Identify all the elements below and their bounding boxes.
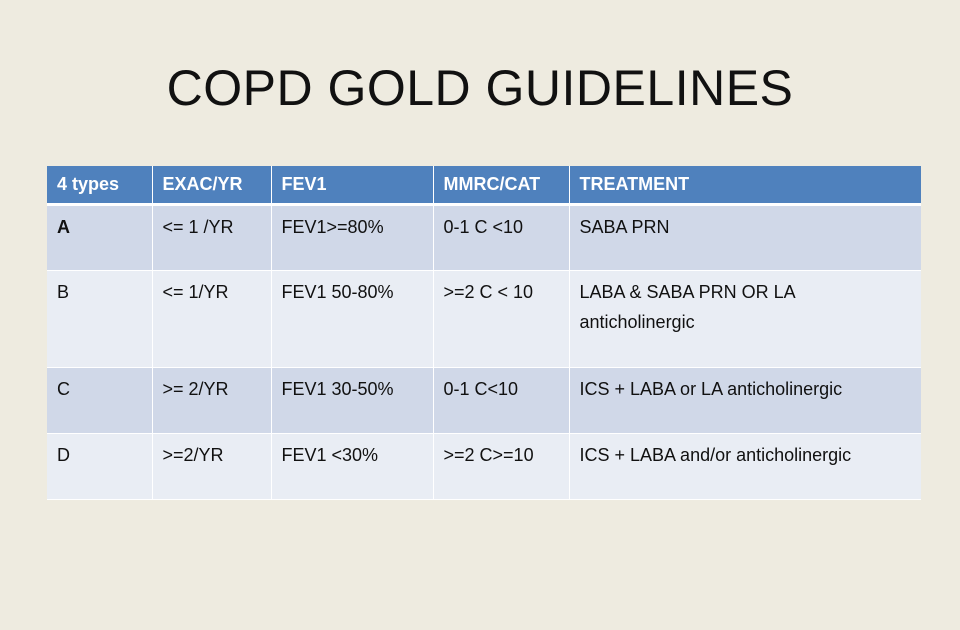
header-mmrc-cat: MMRC/CAT [433,166,569,204]
cell-exac: >= 2/YR [152,367,271,433]
cell-fev1: FEV1 30-50% [271,367,433,433]
table-header-row [47,166,921,204]
header-types: 4 types [57,174,120,194]
cell-mmrc-cat: 0-1 C<10 [433,367,569,433]
table-row [47,367,921,433]
cell-fev1: FEV1 50-80% [271,270,433,367]
table-row [47,433,921,499]
cell-exac: <= 1/YR [152,270,271,367]
cell-fev1: FEV1 <30% [271,433,433,499]
cell-exac: >=2/YR [152,433,271,499]
cell-type: D [57,444,70,465]
header-fev1: FEV1 [271,166,433,204]
cell-type: C [57,378,70,399]
cell-type: A [57,216,70,237]
gold-guidelines-table [47,166,921,500]
slide-title: COPD GOLD GUIDELINES [166,60,794,116]
cell-treatment: SABA PRN [569,204,921,270]
cell-treatment: ICS + LABA or LA anticholinergic [569,367,921,433]
cell-fev1: FEV1>=80% [271,204,433,270]
header-exac: EXAC/YR [152,166,271,204]
cell-treatment: LABA & SABA PRN OR LA anticholinergic [569,270,921,367]
cell-mmrc-cat: >=2 C < 10 [433,270,569,367]
cell-mmrc-cat: 0-1 C <10 [433,204,569,270]
cell-treatment: ICS + LABA and/or anticholinergic [569,433,921,499]
header-treatment: TREATMENT [569,166,921,204]
table-row [47,204,921,270]
cell-exac: <= 1 /YR [152,204,271,270]
table-row [47,270,921,367]
cell-mmrc-cat: >=2 C>=10 [433,433,569,499]
cell-type: B [57,281,70,302]
